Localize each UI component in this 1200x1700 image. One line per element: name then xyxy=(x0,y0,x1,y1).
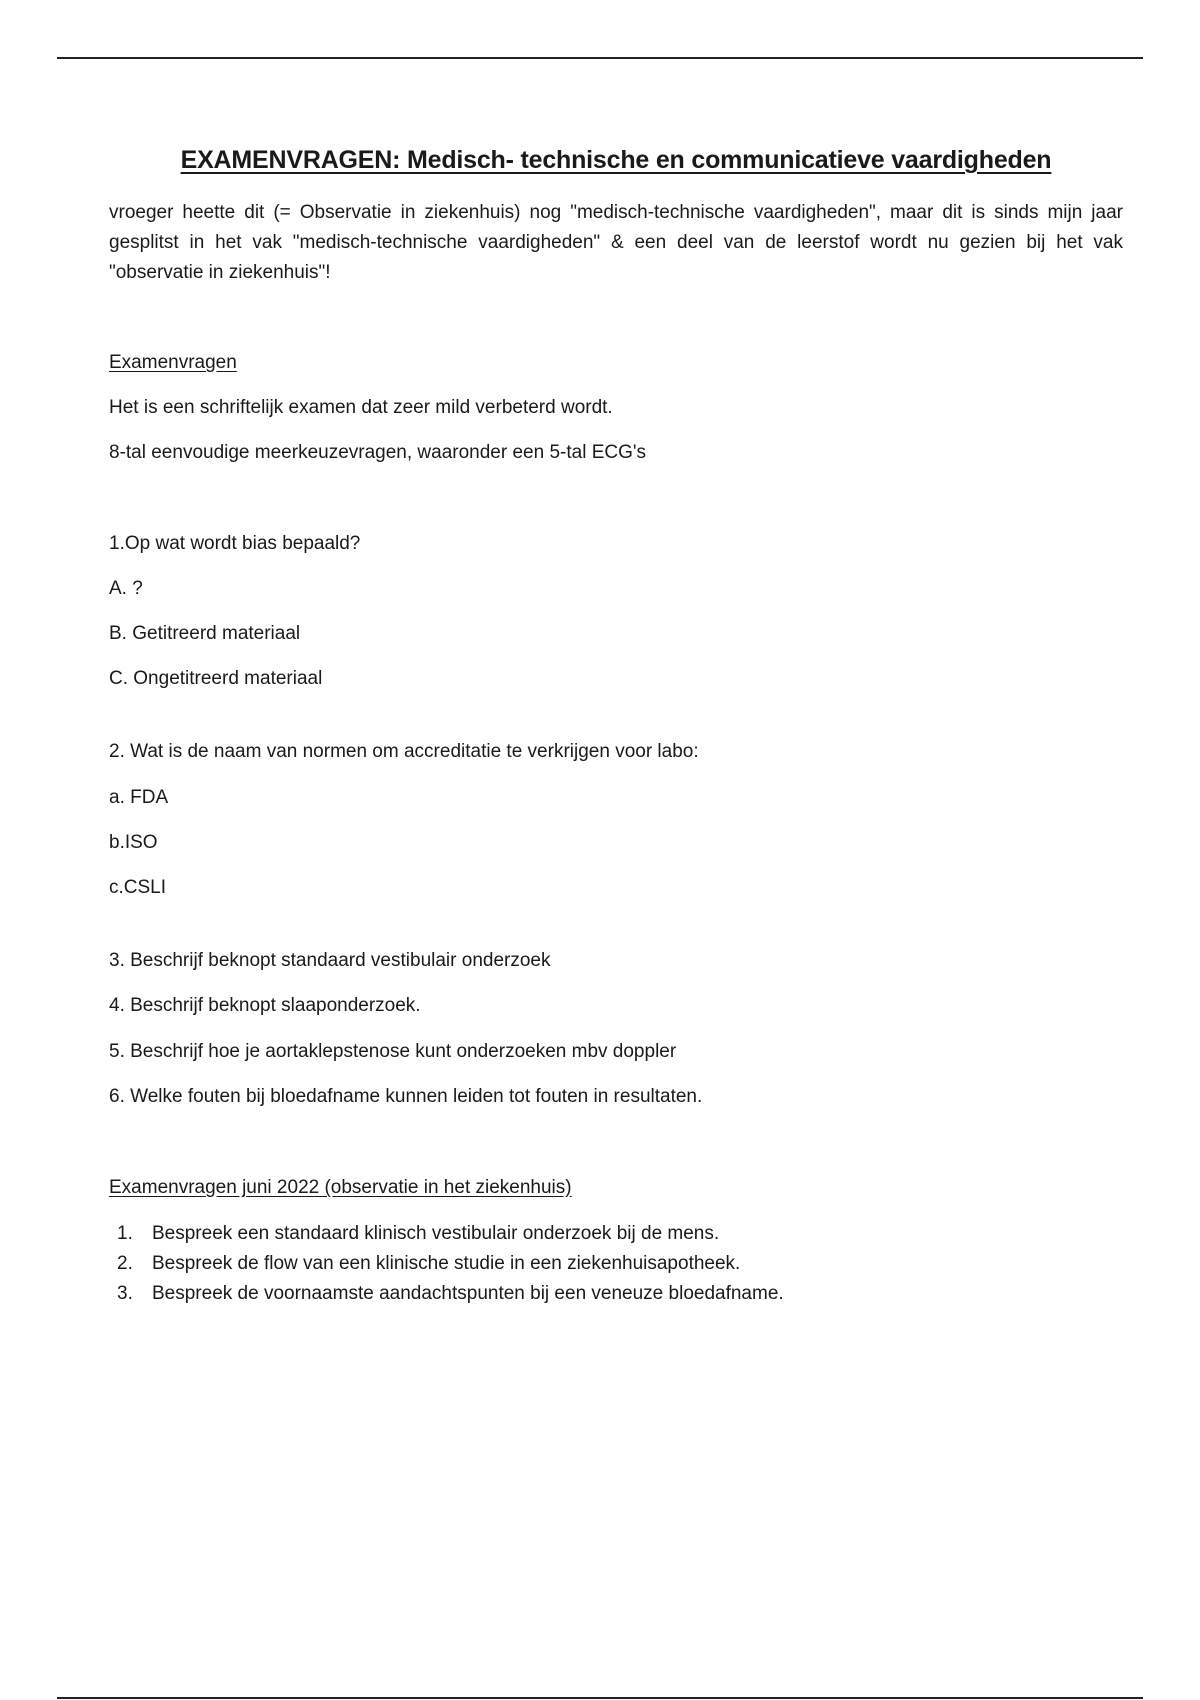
list-item-text: Bespreek de voornaamste aandachtspunten bij een veneuze bloedafname. xyxy=(152,1283,784,1304)
question-1-option-a: A. ? xyxy=(109,578,143,599)
question-4: 4. Beschrijf beknopt slaaponderzoek. xyxy=(109,995,421,1016)
intro-paragraph: vroeger heette dit (= Observatie in ziekenhuis) nog "medisch-technische vaardigheden", maar dit is sinds mijn jaar gesplitst in het vak "medisch-technische vaardigheden" & een deel van de leerstof wordt nu gezien bij het vak "observatie in ziekenhuis"! xyxy=(109,202,1123,283)
question-2-option-a: a. FDA xyxy=(109,787,169,808)
question-6: 6. Welke fouten bij bloedafname kunnen leiden tot fouten in resultaten. xyxy=(109,1086,703,1107)
question-3: 3. Beschrijf beknopt standaard vestibulair onderzoek xyxy=(109,950,551,971)
exam-description-2: 8-tal eenvoudige meerkeuzevragen, waaronder een 5-tal ECG's xyxy=(109,442,646,463)
list-item-text: Bespreek de flow van een klinische studie in een ziekenhuisapotheek. xyxy=(152,1253,741,1274)
list-item-text: Bespreek een standaard klinisch vestibulair onderzoek bij de mens. xyxy=(152,1223,720,1244)
list-item xyxy=(109,1219,784,1249)
bottom-rule xyxy=(57,1697,1143,1699)
juni-2022-question-list xyxy=(109,1219,784,1309)
page-title: EXAMENVRAGEN: Medisch- technische en communicatieve vaardigheden xyxy=(180,146,1052,174)
section-heading-juni-2022: Examenvragen juni 2022 (observatie in het ziekenhuis) xyxy=(109,1177,572,1198)
list-item-number: 1. xyxy=(117,1223,133,1244)
section-heading-examenvragen: Examenvragen xyxy=(109,352,237,373)
question-2-option-c: c.CSLI xyxy=(109,877,167,898)
top-rule xyxy=(57,57,1143,59)
question-2-option-b: b.ISO xyxy=(109,832,158,853)
question-5: 5. Beschrijf hoe je aortaklepstenose kunt onderzoeken mbv doppler xyxy=(109,1041,677,1062)
question-1-option-b: B. Getitreerd materiaal xyxy=(109,623,301,644)
list-item xyxy=(109,1279,784,1309)
list-item xyxy=(109,1249,784,1279)
list-item-number: 3. xyxy=(117,1283,133,1304)
question-1-option-c: C. Ongetitreerd materiaal xyxy=(109,668,323,689)
question-2: 2. Wat is de naam van normen om accreditatie te verkrijgen voor labo: xyxy=(109,741,699,762)
list-item-number: 2. xyxy=(117,1253,133,1274)
question-1: 1.Op wat wordt bias bepaald? xyxy=(109,533,361,554)
exam-description-1: Het is een schriftelijk examen dat zeer mild verbeterd wordt. xyxy=(109,397,613,418)
